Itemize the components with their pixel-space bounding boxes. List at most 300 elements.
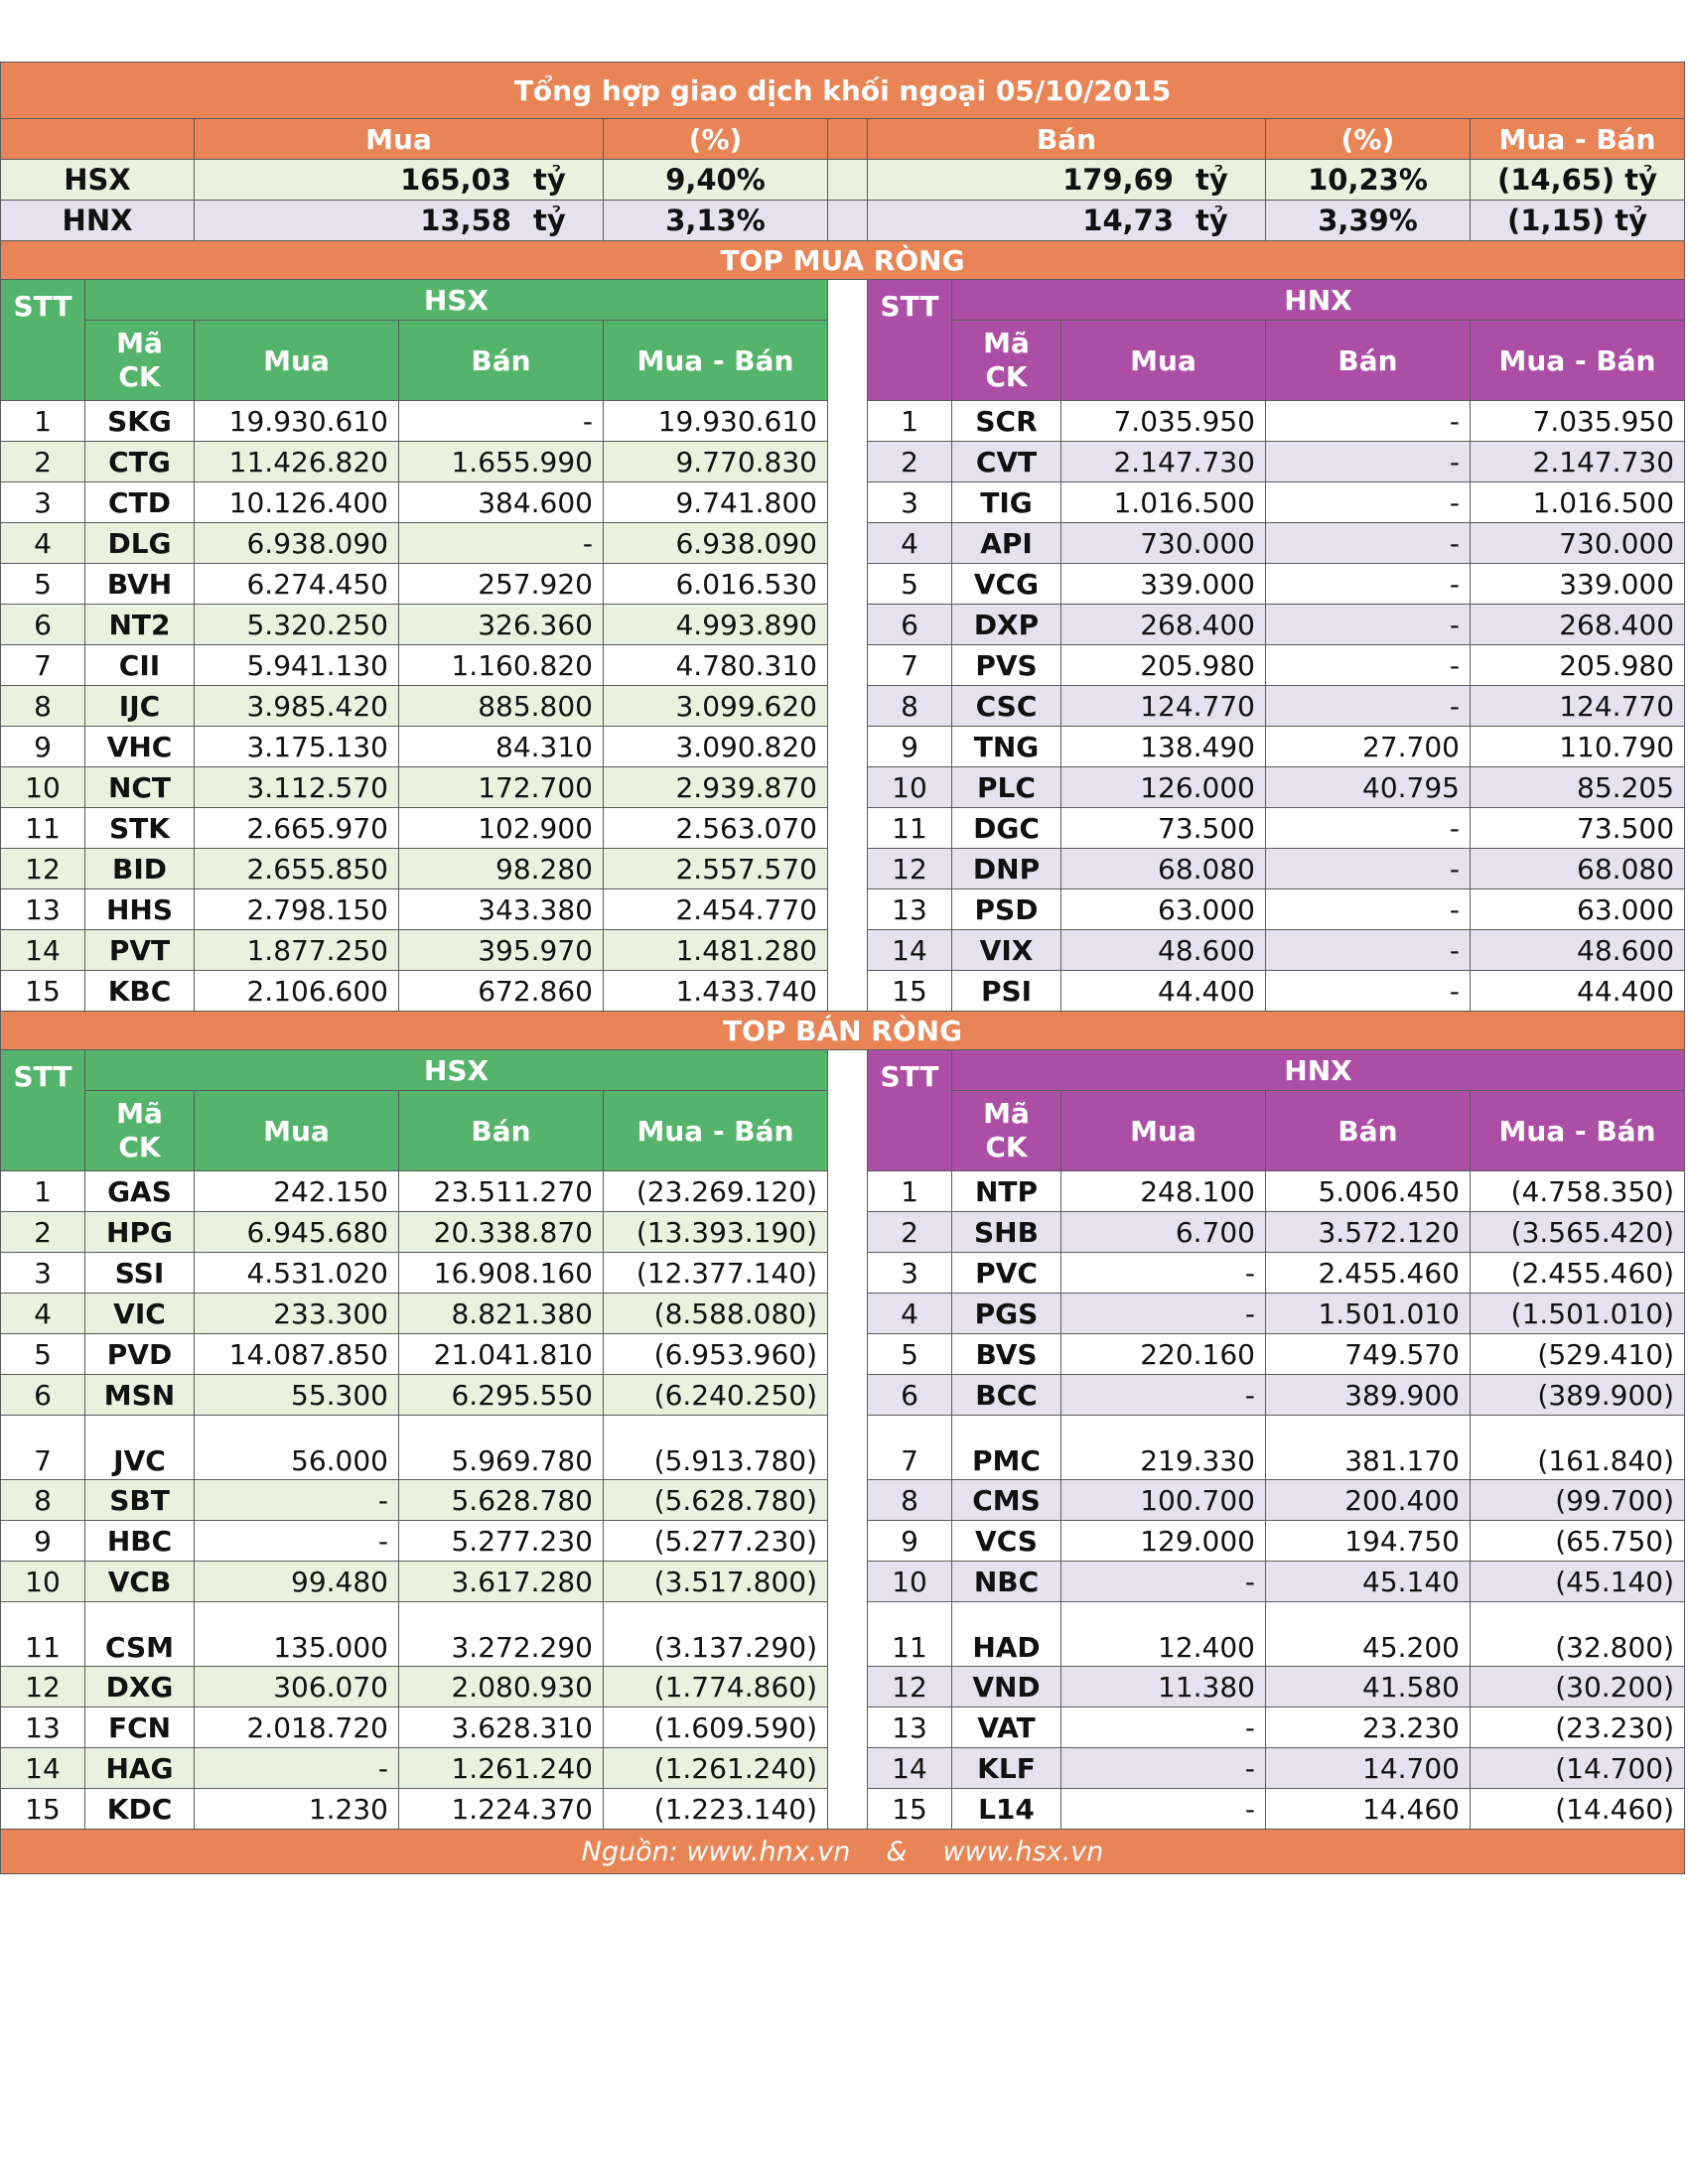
source-hnx: Nguồn: www.hnx.vn bbox=[581, 1836, 851, 1867]
ticker-cell: SCR bbox=[952, 401, 1061, 442]
column-gap bbox=[828, 1521, 868, 1562]
column-gap bbox=[828, 482, 868, 523]
ban-cell: 257.920 bbox=[399, 564, 604, 605]
stt-cell: 10 bbox=[868, 1562, 952, 1602]
ticker-cell: HAG bbox=[85, 1748, 195, 1789]
ban-cell: 3.272.290 bbox=[399, 1602, 604, 1667]
mua-cell: 205.980 bbox=[1061, 645, 1266, 686]
ticker-cell: BID bbox=[85, 849, 195, 889]
ticker-cell: HAD bbox=[952, 1602, 1061, 1667]
ticker-cell: CSM bbox=[85, 1602, 195, 1667]
mua-cell: 1.230 bbox=[195, 1789, 399, 1830]
ticker-cell: VCB bbox=[85, 1562, 195, 1602]
stt-cell: 13 bbox=[868, 889, 952, 930]
mua-cell: - bbox=[1061, 1375, 1266, 1416]
summary-header-net: Mua - Bán bbox=[1471, 119, 1685, 160]
table-row bbox=[1, 482, 1685, 523]
net-cell: (4.758.350) bbox=[1471, 1171, 1685, 1212]
stt-cell: 14 bbox=[868, 1748, 952, 1789]
net-cell: 4.780.310 bbox=[604, 645, 828, 686]
ban-cell: 3.617.280 bbox=[399, 1562, 604, 1602]
summary-ban-pct: 10,23% bbox=[1266, 160, 1471, 201]
ban-cell: - bbox=[1266, 686, 1471, 727]
stt-cell: 4 bbox=[1, 1294, 85, 1334]
net-cell: 63.000 bbox=[1471, 889, 1685, 930]
mua-cell: 1.877.250 bbox=[195, 930, 399, 971]
column-gap bbox=[828, 1562, 868, 1602]
table-row bbox=[1, 645, 1685, 686]
net-cell: 124.770 bbox=[1471, 686, 1685, 727]
net-cell: (529.410) bbox=[1471, 1334, 1685, 1375]
stt-cell: 2 bbox=[868, 1212, 952, 1253]
ticker-cell: PLC bbox=[952, 767, 1061, 808]
column-gap bbox=[828, 280, 868, 401]
mua-cell: 124.770 bbox=[1061, 686, 1266, 727]
ban-cell: 14.700 bbox=[1266, 1748, 1471, 1789]
group-header-hsx: HSX bbox=[85, 280, 828, 321]
net-cell: 1.433.740 bbox=[604, 971, 828, 1012]
stt-cell: 14 bbox=[868, 930, 952, 971]
column-gap bbox=[828, 1294, 868, 1334]
column-header-mua: Mua bbox=[1061, 1091, 1266, 1171]
summary-mua-amount: 165,03 bbox=[400, 163, 511, 197]
mua-cell: 2.018.720 bbox=[195, 1707, 399, 1748]
ticker-cell: TIG bbox=[952, 482, 1061, 523]
table-row bbox=[1, 1789, 1685, 1830]
net-cell: (12.377.140) bbox=[604, 1253, 828, 1294]
table-row bbox=[1, 1480, 1685, 1521]
column-gap bbox=[828, 523, 868, 564]
stt-cell: 4 bbox=[868, 523, 952, 564]
stt-cell: 7 bbox=[868, 645, 952, 686]
ticker-cell: CTD bbox=[85, 482, 195, 523]
stt-cell: 12 bbox=[1, 1667, 85, 1707]
mua-cell: 73.500 bbox=[1061, 808, 1266, 849]
stt-cell: 7 bbox=[868, 1416, 952, 1480]
ticker-cell: DXP bbox=[952, 605, 1061, 645]
column-header-ma-ck: Mã CK bbox=[952, 1091, 1061, 1171]
mua-cell: 5.941.130 bbox=[195, 645, 399, 686]
mua-cell: 3.985.420 bbox=[195, 686, 399, 727]
source-hsx: www.hsx.vn bbox=[942, 1836, 1104, 1867]
net-cell: 268.400 bbox=[1471, 605, 1685, 645]
mua-cell: 339.000 bbox=[1061, 564, 1266, 605]
mua-cell: 11.380 bbox=[1061, 1667, 1266, 1707]
column-header-stt: STT bbox=[868, 280, 952, 401]
ban-cell: - bbox=[1266, 971, 1471, 1012]
stt-cell: 9 bbox=[1, 727, 85, 767]
stt-cell: 9 bbox=[868, 727, 952, 767]
net-cell: 19.930.610 bbox=[604, 401, 828, 442]
table-row bbox=[1, 930, 1685, 971]
ticker-cell: HBC bbox=[85, 1521, 195, 1562]
net-cell: 6.016.530 bbox=[604, 564, 828, 605]
column-header-ma-ck: Mã CK bbox=[85, 1091, 195, 1171]
table-row bbox=[1, 1294, 1685, 1334]
net-cell: 73.500 bbox=[1471, 808, 1685, 849]
stt-cell: 5 bbox=[868, 564, 952, 605]
stt-cell: 15 bbox=[1, 1789, 85, 1830]
net-cell: (5.913.780) bbox=[604, 1416, 828, 1480]
mua-cell: 138.490 bbox=[1061, 727, 1266, 767]
ticker-cell: CVT bbox=[952, 442, 1061, 482]
ban-cell: 2.455.460 bbox=[1266, 1253, 1471, 1294]
ban-cell: 45.140 bbox=[1266, 1562, 1471, 1602]
net-cell: 4.993.890 bbox=[604, 605, 828, 645]
column-header-net: Mua - Bán bbox=[1471, 321, 1685, 401]
column-header-net: Mua - Bán bbox=[1471, 1091, 1685, 1171]
ticker-cell: VIX bbox=[952, 930, 1061, 971]
title-row bbox=[1, 63, 1685, 119]
foreign-trading-table bbox=[0, 62, 1685, 1874]
mua-cell: 44.400 bbox=[1061, 971, 1266, 1012]
ban-cell: 172.700 bbox=[399, 767, 604, 808]
ticker-cell: VAT bbox=[952, 1707, 1061, 1748]
ban-cell: - bbox=[1266, 401, 1471, 442]
summary-ban-amount: 179,69 bbox=[1062, 163, 1174, 197]
net-cell: 110.790 bbox=[1471, 727, 1685, 767]
mua-cell: 1.016.500 bbox=[1061, 482, 1266, 523]
column-header-mua: Mua bbox=[1061, 321, 1266, 401]
stt-cell: 13 bbox=[868, 1707, 952, 1748]
column-header-ban: Bán bbox=[1266, 321, 1471, 401]
stt-cell: 3 bbox=[868, 482, 952, 523]
mua-cell: 135.000 bbox=[195, 1602, 399, 1667]
summary-mua-value bbox=[195, 160, 604, 201]
ban-cell: 389.900 bbox=[1266, 1375, 1471, 1416]
mua-cell: - bbox=[1061, 1294, 1266, 1334]
ticker-cell: FCN bbox=[85, 1707, 195, 1748]
ticker-cell: DLG bbox=[85, 523, 195, 564]
column-gap bbox=[828, 889, 868, 930]
stt-cell: 10 bbox=[868, 767, 952, 808]
ban-cell: - bbox=[1266, 482, 1471, 523]
net-cell: (32.800) bbox=[1471, 1602, 1685, 1667]
column-gap bbox=[828, 686, 868, 727]
summary-unit: tỷ bbox=[1196, 204, 1228, 237]
stt-cell: 15 bbox=[1, 971, 85, 1012]
mua-cell: - bbox=[195, 1748, 399, 1789]
ban-cell: 343.380 bbox=[399, 889, 604, 930]
net-cell: (45.140) bbox=[1471, 1562, 1685, 1602]
column-header-mua: Mua bbox=[195, 1091, 399, 1171]
source-ampersand: & bbox=[886, 1836, 908, 1867]
net-cell: (5.628.780) bbox=[604, 1480, 828, 1521]
stt-cell: 1 bbox=[1, 401, 85, 442]
net-cell: 2.147.730 bbox=[1471, 442, 1685, 482]
ban-cell: 45.200 bbox=[1266, 1602, 1471, 1667]
mua-cell: 63.000 bbox=[1061, 889, 1266, 930]
ticker-cell: BVS bbox=[952, 1334, 1061, 1375]
stt-cell: 4 bbox=[868, 1294, 952, 1334]
mua-cell: 56.000 bbox=[195, 1416, 399, 1480]
column-header-stt: STT bbox=[1, 1050, 85, 1171]
mua-cell: - bbox=[1061, 1789, 1266, 1830]
mua-cell: 7.035.950 bbox=[1061, 401, 1266, 442]
net-cell: 1.016.500 bbox=[1471, 482, 1685, 523]
net-cell: (13.393.190) bbox=[604, 1212, 828, 1253]
table-row bbox=[1, 727, 1685, 767]
summary-header-ban-pct: (%) bbox=[1266, 119, 1471, 160]
summary-header-blank bbox=[1, 119, 195, 160]
column-gap bbox=[828, 1416, 868, 1480]
mua-cell: 10.126.400 bbox=[195, 482, 399, 523]
stt-cell: 15 bbox=[868, 1789, 952, 1830]
net-cell: (14.700) bbox=[1471, 1748, 1685, 1789]
summary-exchange: HNX bbox=[1, 201, 195, 241]
mua-cell: 2.147.730 bbox=[1061, 442, 1266, 482]
ban-cell: - bbox=[1266, 605, 1471, 645]
column-gap bbox=[828, 645, 868, 686]
ban-cell: 5.006.450 bbox=[1266, 1171, 1471, 1212]
ban-cell: 27.700 bbox=[1266, 727, 1471, 767]
ticker-cell: JVC bbox=[85, 1416, 195, 1480]
stt-cell: 13 bbox=[1, 889, 85, 930]
ticker-cell: CSC bbox=[952, 686, 1061, 727]
mua-cell: 2.798.150 bbox=[195, 889, 399, 930]
ban-cell: 885.800 bbox=[399, 686, 604, 727]
ban-cell: - bbox=[1266, 442, 1471, 482]
ban-cell: - bbox=[399, 523, 604, 564]
table-row bbox=[1, 1171, 1685, 1212]
ticker-cell: SSI bbox=[85, 1253, 195, 1294]
net-cell: 2.454.770 bbox=[604, 889, 828, 930]
ticker-cell: API bbox=[952, 523, 1061, 564]
net-cell: 730.000 bbox=[1471, 523, 1685, 564]
ban-cell: 395.970 bbox=[399, 930, 604, 971]
ticker-cell: GAS bbox=[85, 1171, 195, 1212]
net-cell: (3.517.800) bbox=[604, 1562, 828, 1602]
ban-cell: - bbox=[1266, 808, 1471, 849]
ticker-cell: KBC bbox=[85, 971, 195, 1012]
table-row bbox=[1, 1562, 1685, 1602]
summary-ban-value bbox=[868, 160, 1266, 201]
column-gap bbox=[828, 849, 868, 889]
mua-cell: - bbox=[1061, 1253, 1266, 1294]
ban-cell: 16.908.160 bbox=[399, 1253, 604, 1294]
summary-header-ban: Bán bbox=[868, 119, 1266, 160]
column-gap bbox=[828, 1050, 868, 1171]
ban-cell: - bbox=[1266, 889, 1471, 930]
stt-cell: 1 bbox=[1, 1171, 85, 1212]
ban-cell: 3.628.310 bbox=[399, 1707, 604, 1748]
column-header-ma-ck: Mã CK bbox=[952, 321, 1061, 401]
stt-cell: 11 bbox=[1, 1602, 85, 1667]
ban-cell: 8.821.380 bbox=[399, 1294, 604, 1334]
ticker-cell: DXG bbox=[85, 1667, 195, 1707]
net-cell: 68.080 bbox=[1471, 849, 1685, 889]
ticker-cell: MSN bbox=[85, 1375, 195, 1416]
summary-header-mua-pct: (%) bbox=[604, 119, 828, 160]
net-cell: 7.035.950 bbox=[1471, 401, 1685, 442]
stt-cell: 1 bbox=[868, 1171, 952, 1212]
mua-cell: 6.945.680 bbox=[195, 1212, 399, 1253]
section-title-row bbox=[1, 241, 1685, 280]
summary-exchange: HSX bbox=[1, 160, 195, 201]
table-row bbox=[1, 401, 1685, 442]
ticker-cell: DNP bbox=[952, 849, 1061, 889]
summary-header-row bbox=[1, 119, 1685, 160]
table-row bbox=[1, 564, 1685, 605]
mua-cell: 126.000 bbox=[1061, 767, 1266, 808]
summary-row-hnx bbox=[1, 201, 1685, 241]
ticker-cell: SBT bbox=[85, 1480, 195, 1521]
ban-cell: - bbox=[1266, 930, 1471, 971]
ticker-cell: PGS bbox=[952, 1294, 1061, 1334]
column-header-mua: Mua bbox=[195, 321, 399, 401]
mua-cell: 48.600 bbox=[1061, 930, 1266, 971]
ticker-cell: VIC bbox=[85, 1294, 195, 1334]
mua-cell: 99.480 bbox=[195, 1562, 399, 1602]
stt-cell: 2 bbox=[1, 1212, 85, 1253]
ban-cell: 1.655.990 bbox=[399, 442, 604, 482]
column-gap bbox=[828, 1253, 868, 1294]
mua-cell: 268.400 bbox=[1061, 605, 1266, 645]
stt-cell: 8 bbox=[868, 686, 952, 727]
ticker-cell: PMC bbox=[952, 1416, 1061, 1480]
ticker-cell: VCG bbox=[952, 564, 1061, 605]
net-cell: (1.261.240) bbox=[604, 1748, 828, 1789]
net-cell: (5.277.230) bbox=[604, 1521, 828, 1562]
stt-cell: 9 bbox=[868, 1521, 952, 1562]
ban-cell: 40.795 bbox=[1266, 767, 1471, 808]
stt-cell: 14 bbox=[1, 930, 85, 971]
mua-cell: 2.106.600 bbox=[195, 971, 399, 1012]
ticker-cell: CMS bbox=[952, 1480, 1061, 1521]
ticker-cell: PVC bbox=[952, 1253, 1061, 1294]
column-header-ban: Bán bbox=[399, 321, 604, 401]
stt-cell: 10 bbox=[1, 767, 85, 808]
ticker-cell: BCC bbox=[952, 1375, 1061, 1416]
net-cell: 2.557.570 bbox=[604, 849, 828, 889]
ban-cell: 1.224.370 bbox=[399, 1789, 604, 1830]
summary-mua-value bbox=[195, 201, 604, 241]
net-cell: (99.700) bbox=[1471, 1480, 1685, 1521]
ban-cell: 6.295.550 bbox=[399, 1375, 604, 1416]
mua-cell: 68.080 bbox=[1061, 849, 1266, 889]
column-gap bbox=[828, 564, 868, 605]
table-row bbox=[1, 849, 1685, 889]
stt-cell: 3 bbox=[1, 482, 85, 523]
stt-cell: 11 bbox=[868, 1602, 952, 1667]
table-row bbox=[1, 1375, 1685, 1416]
ban-cell: 5.628.780 bbox=[399, 1480, 604, 1521]
stt-cell: 5 bbox=[1, 1334, 85, 1375]
ban-cell: 23.230 bbox=[1266, 1707, 1471, 1748]
stt-cell: 8 bbox=[1, 1480, 85, 1521]
table-row bbox=[1, 1667, 1685, 1707]
ban-cell: 23.511.270 bbox=[399, 1171, 604, 1212]
stt-cell: 2 bbox=[1, 442, 85, 482]
group-header-hnx: HNX bbox=[952, 1050, 1685, 1091]
mua-cell: 6.700 bbox=[1061, 1212, 1266, 1253]
table-row bbox=[1, 1602, 1685, 1667]
net-cell: (1.609.590) bbox=[604, 1707, 828, 1748]
mua-cell: 12.400 bbox=[1061, 1602, 1266, 1667]
ban-cell: - bbox=[1266, 645, 1471, 686]
ban-cell: 5.969.780 bbox=[399, 1416, 604, 1480]
table-header-row bbox=[1, 1050, 1685, 1091]
ban-cell: 326.360 bbox=[399, 605, 604, 645]
column-header-stt: STT bbox=[1, 280, 85, 401]
mua-cell: 233.300 bbox=[195, 1294, 399, 1334]
table-row bbox=[1, 523, 1685, 564]
mua-cell: - bbox=[1061, 1748, 1266, 1789]
section-title-row bbox=[1, 1012, 1685, 1050]
ban-cell: 1.261.240 bbox=[399, 1748, 604, 1789]
ticker-cell: BVH bbox=[85, 564, 195, 605]
column-gap bbox=[828, 1212, 868, 1253]
ban-cell: - bbox=[1266, 849, 1471, 889]
ban-cell: 84.310 bbox=[399, 727, 604, 767]
net-cell: (3.137.290) bbox=[604, 1602, 828, 1667]
ticker-cell: PVS bbox=[952, 645, 1061, 686]
stt-cell: 4 bbox=[1, 523, 85, 564]
net-cell: (3.565.420) bbox=[1471, 1212, 1685, 1253]
summary-unit: tỷ bbox=[533, 204, 566, 237]
mua-cell: 4.531.020 bbox=[195, 1253, 399, 1294]
mua-cell: 3.175.130 bbox=[195, 727, 399, 767]
stt-cell: 13 bbox=[1, 1707, 85, 1748]
stt-cell: 6 bbox=[1, 1375, 85, 1416]
summary-net: (1,15) tỷ bbox=[1471, 201, 1685, 241]
summary-gap bbox=[828, 160, 868, 201]
stt-cell: 15 bbox=[868, 971, 952, 1012]
mua-cell: 306.070 bbox=[195, 1667, 399, 1707]
mua-cell: 19.930.610 bbox=[195, 401, 399, 442]
stt-cell: 5 bbox=[1, 564, 85, 605]
column-gap bbox=[828, 1171, 868, 1212]
net-cell: (161.840) bbox=[1471, 1416, 1685, 1480]
net-cell: (1.501.010) bbox=[1471, 1294, 1685, 1334]
group-header-hnx: HNX bbox=[952, 280, 1685, 321]
ticker-cell: NTP bbox=[952, 1171, 1061, 1212]
column-header-ban: Bán bbox=[399, 1091, 604, 1171]
stt-cell: 7 bbox=[1, 645, 85, 686]
column-gap bbox=[828, 1707, 868, 1748]
ticker-cell: VHC bbox=[85, 727, 195, 767]
net-cell: (1.774.860) bbox=[604, 1667, 828, 1707]
stt-cell: 2 bbox=[868, 442, 952, 482]
stt-cell: 10 bbox=[1, 1562, 85, 1602]
stt-cell: 9 bbox=[1, 1521, 85, 1562]
summary-ban-pct: 3,39% bbox=[1266, 201, 1471, 241]
table-row bbox=[1, 1212, 1685, 1253]
column-gap bbox=[828, 1480, 868, 1521]
table-row bbox=[1, 605, 1685, 645]
net-cell: 1.481.280 bbox=[604, 930, 828, 971]
mua-cell: 3.112.570 bbox=[195, 767, 399, 808]
summary-header-mua: Mua bbox=[195, 119, 604, 160]
net-cell: (1.223.140) bbox=[604, 1789, 828, 1830]
ban-cell: - bbox=[1266, 564, 1471, 605]
net-cell: 6.938.090 bbox=[604, 523, 828, 564]
column-gap bbox=[828, 1334, 868, 1375]
mua-cell: 242.150 bbox=[195, 1171, 399, 1212]
ban-cell: 14.460 bbox=[1266, 1789, 1471, 1830]
ticker-cell: KLF bbox=[952, 1748, 1061, 1789]
net-cell: (8.588.080) bbox=[604, 1294, 828, 1334]
ban-cell: 1.501.010 bbox=[1266, 1294, 1471, 1334]
summary-unit: tỷ bbox=[533, 163, 566, 197]
mua-cell: 55.300 bbox=[195, 1375, 399, 1416]
table-row bbox=[1, 442, 1685, 482]
stt-cell: 6 bbox=[868, 1375, 952, 1416]
net-cell: (6.953.960) bbox=[604, 1334, 828, 1375]
net-cell: 2.563.070 bbox=[604, 808, 828, 849]
summary-mua-amount: 13,58 bbox=[420, 204, 511, 237]
stt-cell: 3 bbox=[1, 1253, 85, 1294]
